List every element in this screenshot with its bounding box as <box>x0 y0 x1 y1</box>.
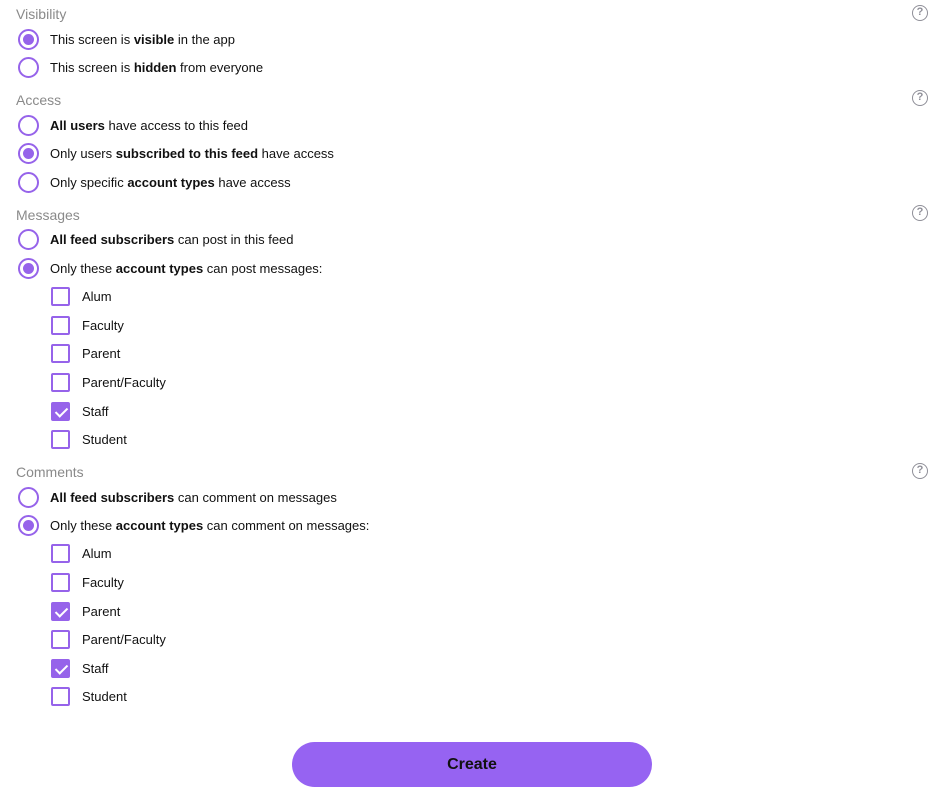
comments-faculty-checkbox[interactable] <box>51 573 70 592</box>
comments-parent-faculty-label: Parent/Faculty <box>82 631 166 647</box>
messages-staff-checkbox[interactable] <box>51 402 70 421</box>
access-title: Access <box>16 92 62 108</box>
comments-type-staff[interactable] <box>51 658 109 678</box>
comments-option-account-types-label: Only these account types can comment on messages: <box>50 517 370 533</box>
messages-student-checkbox[interactable] <box>51 430 70 449</box>
messages-faculty-label: Faculty <box>82 317 124 333</box>
comments-help-icon[interactable]: ? <box>912 463 928 479</box>
messages-faculty-checkbox[interactable] <box>51 316 70 335</box>
comments-option-all-label: All feed subscribers can comment on messages <box>50 489 337 505</box>
messages-type-alum[interactable] <box>51 286 112 306</box>
radio-messages-all[interactable] <box>18 229 39 250</box>
messages-staff-label: Staff <box>82 403 109 419</box>
messages-parent-label: Parent <box>82 345 121 361</box>
messages-type-staff[interactable] <box>51 401 109 421</box>
comments-title: Comments <box>16 464 84 480</box>
visibility-option-visible[interactable] <box>18 28 235 50</box>
messages-option-account-types-label: Only these account types can post messages: <box>50 260 323 276</box>
visibility-option-hidden-label: This screen is hidden from everyone <box>50 59 264 75</box>
messages-option-all-label: All feed subscribers can post in this feed <box>50 231 294 247</box>
comments-faculty-label: Faculty <box>82 574 124 590</box>
messages-option-all-subscribers[interactable] <box>18 228 294 250</box>
radio-account-types[interactable] <box>18 172 39 193</box>
comments-type-alum[interactable] <box>51 543 112 563</box>
messages-title: Messages <box>16 207 80 223</box>
visibility-help-icon[interactable]: ? <box>912 5 928 21</box>
comments-parent-faculty-checkbox[interactable] <box>51 630 70 649</box>
create-button[interactable]: Create <box>292 742 652 787</box>
access-option-all-users[interactable] <box>18 114 248 136</box>
messages-help-icon[interactable]: ? <box>912 205 928 221</box>
comments-alum-checkbox[interactable] <box>51 544 70 563</box>
radio-subscribed[interactable] <box>18 143 39 164</box>
comments-alum-label: Alum <box>82 545 112 561</box>
messages-type-student[interactable] <box>51 429 127 449</box>
radio-comments-all[interactable] <box>18 487 39 508</box>
messages-type-parent[interactable] <box>51 343 120 363</box>
messages-alum-checkbox[interactable] <box>51 287 70 306</box>
messages-option-account-types[interactable] <box>18 257 322 279</box>
access-option-account-types-label: Only specific account types have access <box>50 174 291 190</box>
radio-messages-account-types[interactable] <box>18 258 39 279</box>
comments-type-parent-faculty[interactable] <box>51 629 166 649</box>
access-option-subscribed[interactable] <box>18 142 334 164</box>
messages-type-parent-faculty[interactable] <box>51 372 166 392</box>
comments-student-checkbox[interactable] <box>51 687 70 706</box>
comments-type-faculty[interactable] <box>51 572 124 592</box>
radio-hidden[interactable] <box>18 57 39 78</box>
messages-parent-faculty-checkbox[interactable] <box>51 373 70 392</box>
comments-option-all-subscribers[interactable] <box>18 486 337 508</box>
messages-parent-faculty-label: Parent/Faculty <box>82 374 166 390</box>
comments-type-parent[interactable] <box>51 601 120 621</box>
access-option-account-types[interactable] <box>18 171 291 193</box>
access-option-all-users-label: All users have access to this feed <box>50 117 249 133</box>
comments-student-label: Student <box>82 688 127 704</box>
radio-visible[interactable] <box>18 29 39 50</box>
comments-type-student[interactable] <box>51 686 127 706</box>
comments-option-account-types[interactable] <box>18 514 369 536</box>
comments-parent-checkbox[interactable] <box>51 602 70 621</box>
radio-all-users[interactable] <box>18 115 39 136</box>
messages-alum-label: Alum <box>82 288 112 304</box>
messages-type-faculty[interactable] <box>51 315 124 335</box>
comments-staff-label: Staff <box>82 660 109 676</box>
comments-parent-label: Parent <box>82 603 121 619</box>
radio-comments-account-types[interactable] <box>18 515 39 536</box>
messages-student-label: Student <box>82 431 127 447</box>
comments-staff-checkbox[interactable] <box>51 659 70 678</box>
access-option-subscribed-label: Only users subscribed to this feed have access <box>50 145 334 161</box>
visibility-option-hidden[interactable] <box>18 56 263 78</box>
visibility-title: Visibility <box>16 6 67 22</box>
visibility-option-visible-label: This screen is visible in the app <box>50 31 235 47</box>
messages-parent-checkbox[interactable] <box>51 344 70 363</box>
access-help-icon[interactable]: ? <box>912 90 928 106</box>
